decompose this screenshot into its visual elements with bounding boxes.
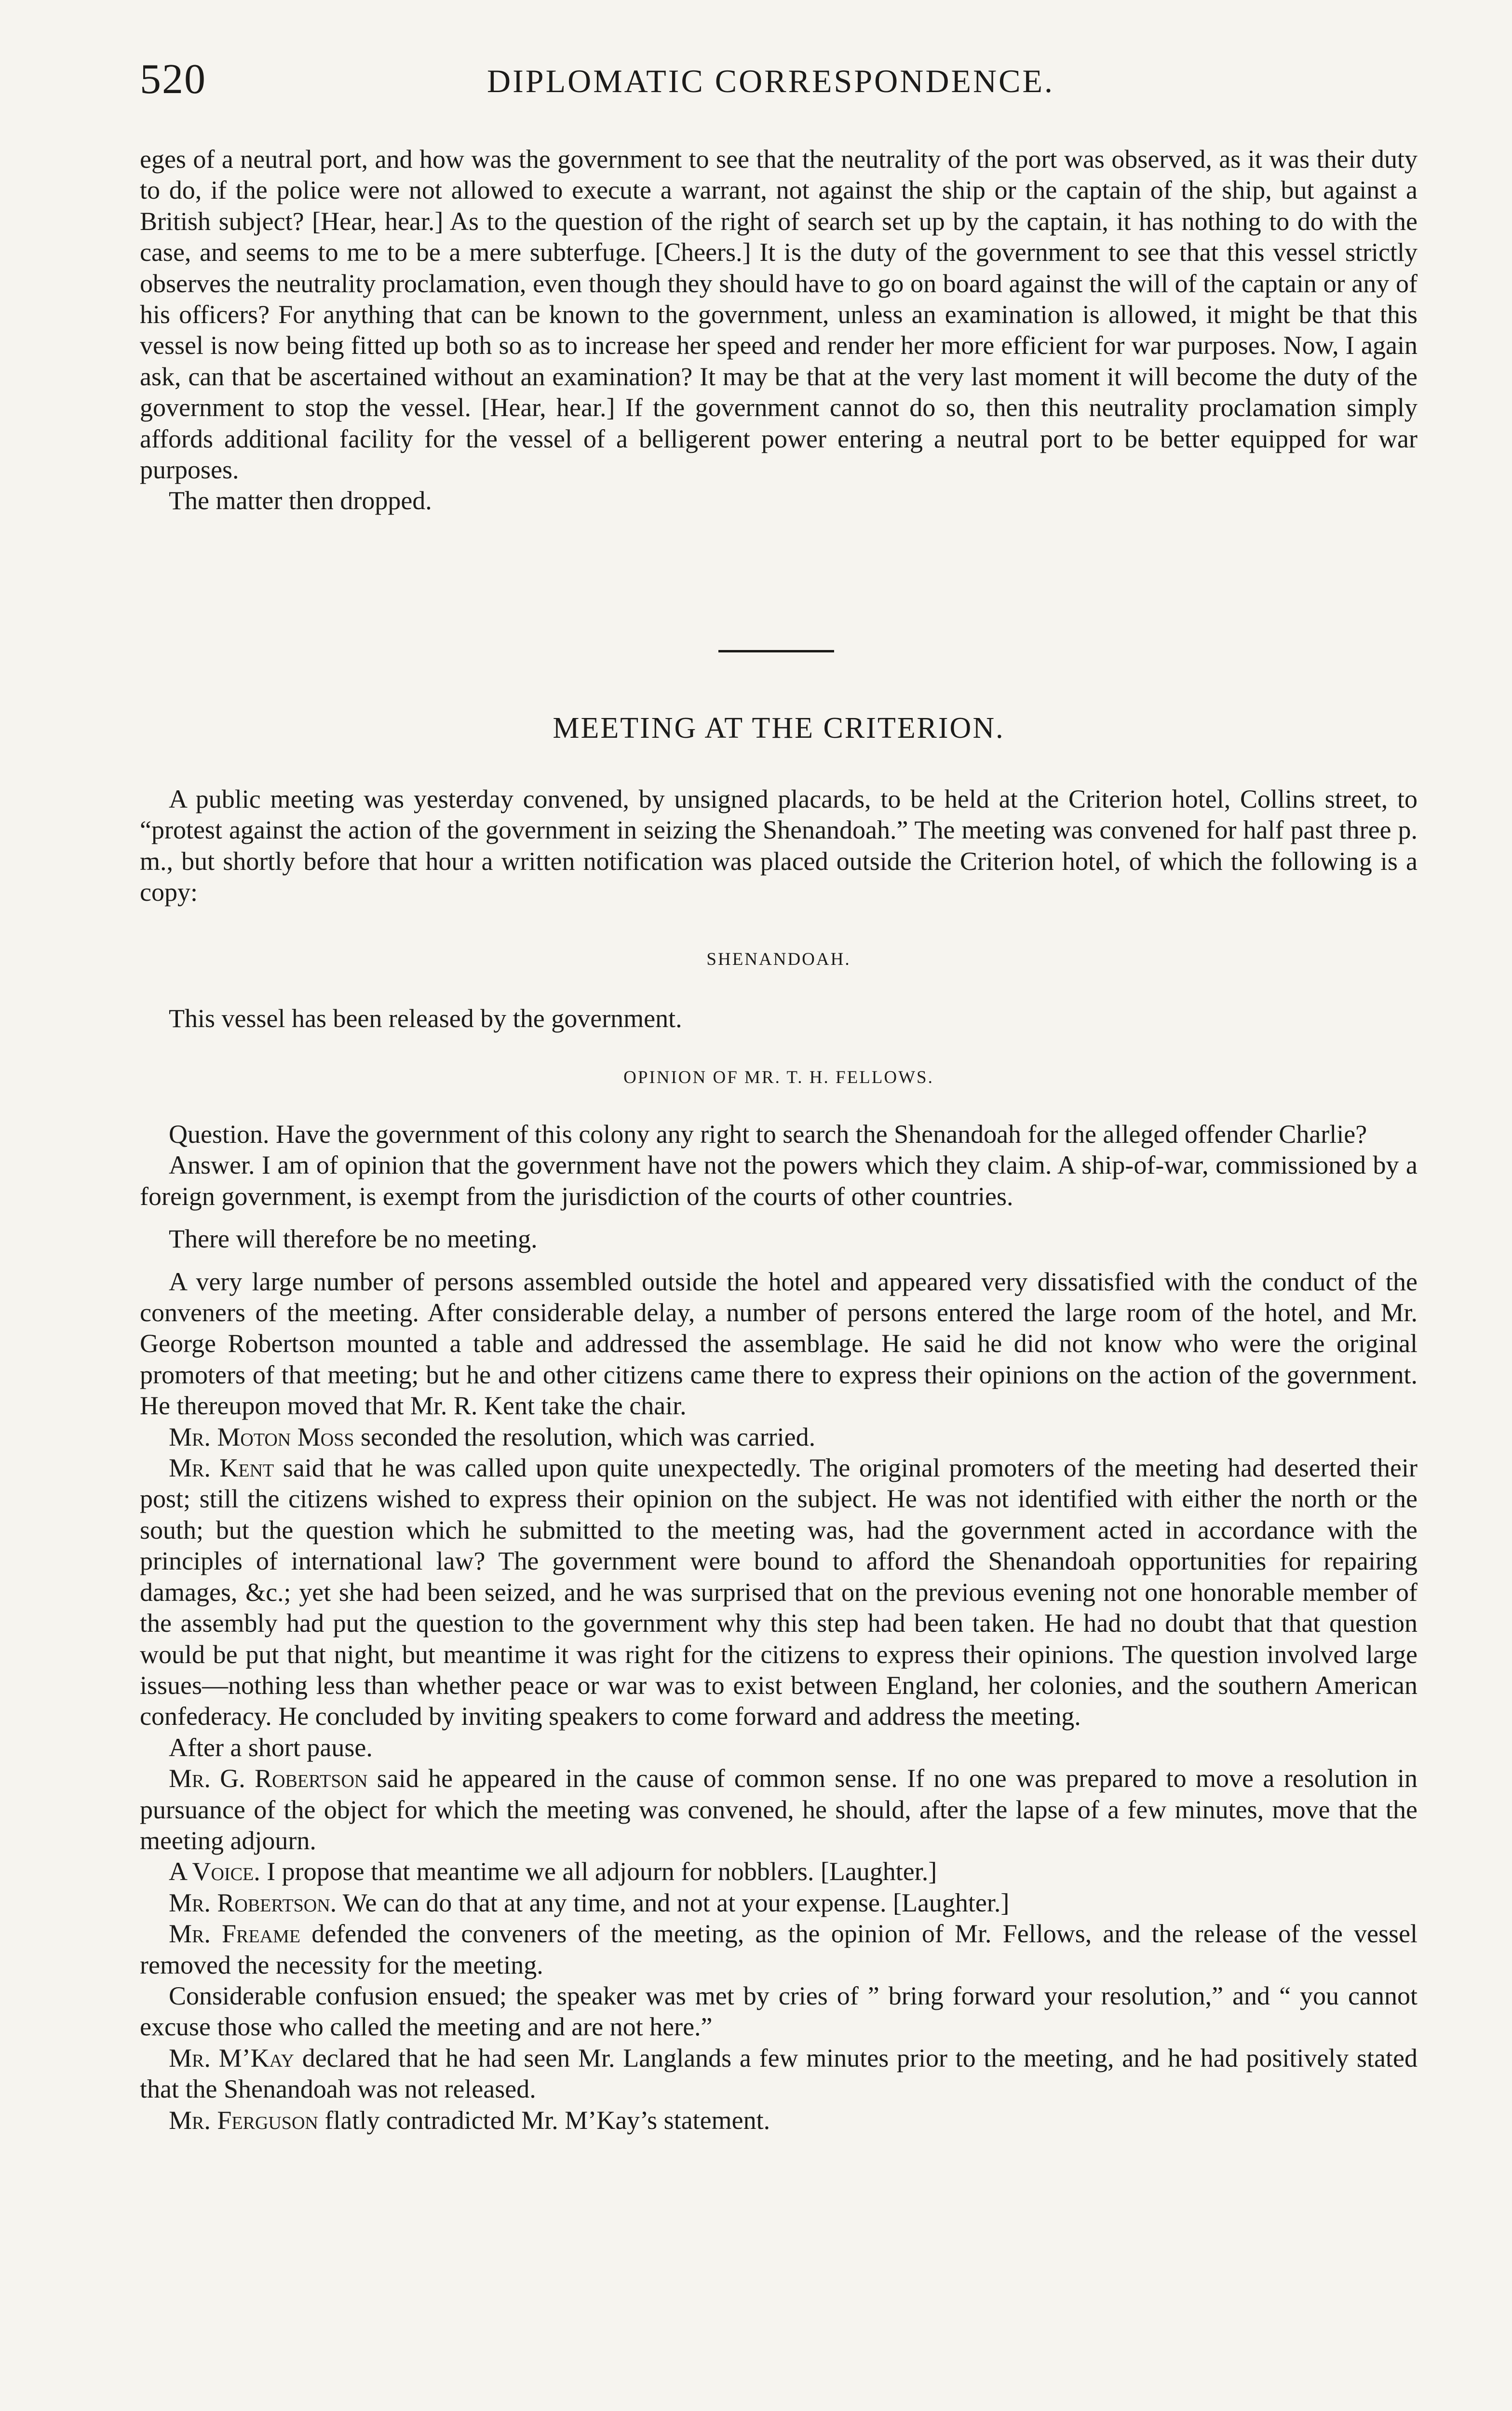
speech-text: I propose that meantime we all adjourn for nobblers. [Laughter.] [260,1857,937,1886]
crowd-paragraph: A very large number of persons assembled outside the hotel and appeared very dissatisfied with the conduct of the conveners of the meeting. After considerable delay, a number of persons entered the large room of the hotel, and Mr. George Robertson mounted a table and addressed the assemblage. He said he did not know who were the original promoters of that meeting; but he and other citizens came there to express their opinions on the action of the government. He thereupon moved that Mr. R. Kent take the chair. [140,1267,1418,1421]
opinion-answer: Answer. I am of opinion that the government have not the powers which they claim. A ship-of-war, commissioned by a foreign government, is exempt from the jurisdiction of the courts of other countries. [140,1151,1418,1211]
no-meeting-line: There will therefore be no meeting. [169,1224,538,1254]
speaker-name: Mr. Moton Moss [169,1422,354,1451]
meeting-intro [140,784,1418,908]
robertson-paragraph [140,1763,1418,1856]
freame-paragraph [140,1918,1418,1980]
section-divider [718,650,834,652]
speech-text: seconded the resolution, which was carried. [354,1422,816,1451]
confusion-paragraph: Considerable confusion ensued; the speaker was met by cries of ” bring forward your resolution,” and “ you cannot excuse those who called the meeting and are not here.” [140,1981,1418,2042]
moss-paragraph [140,1422,1418,1452]
notice-text: This vessel has been released by the government. [169,1004,682,1033]
speech-text: defended the conveners of the meeting, as the opinion of Mr. Fellows, and the release of the vessel removed the necessity for the meeting. [140,1919,1418,1979]
continued-speech [140,144,1418,516]
notice-body [140,1003,1418,1034]
speaker-name: A Voice. [169,1857,260,1886]
intro-paragraph: A public meeting was yesterday convened, by unsigned placards, to be held at the Criterion hotel, Collins street, to “protest against the action of the government in seizing the Shenandoah.” The meeting was convened for half past three p. m., but shortly before that hour a written notification was placed outside the Criterion hotel, of which the following is a copy: [140,785,1418,907]
robertson-reply-paragraph [140,1887,1418,1918]
speech-text: declared that he had seen Mr. Langlands a few minutes prior to the meeting, and he had positively stated that the Shenandoah was not released. [140,2043,1418,2104]
mkay-paragraph [140,2043,1418,2105]
speech-paragraph: eges of a neutral port, and how was the government to see that the neutrality of the port was observed, as it was their duty to do, if the police were not allowed to execute a warrant, not against the ship or the captain of the ship, but against a British subject? [Hear, hear.] As to the question of the right of search set up by the captain, it has nothing to do with the case, and seems to me to be a mere subterfuge. [Cheers.] It is the duty of the government to see that this vessel strictly observes the neutrality proclamation, even though they should have to go on board against the will of the captain or any of his officers? For anything that can be known to the government, unless an examination is allowed, it might be that this vessel is now being fitted up both so as to increase her speed and render her more efficient for war purposes. Now, I again ask, can that be ascertained without an examination? It may be that at the very last moment it will become the duty of the government to stop the vessel. [Hear, hear.] If the government cannot do so, then this neutrality proclamation simply affords additional facility for the vessel of a belligerent power entering a neutral port to be better equipped for war purposes. [140,145,1418,485]
pause-line: After a short pause. [169,1733,373,1762]
speech-text: flatly contradicted Mr. M’Kay’s statement. [318,2105,770,2135]
kent-paragraph [140,1452,1418,1732]
opinion-heading: OPINION OF MR. T. H. FELLOWS. [623,1068,934,1087]
speaker-name: Mr. Ferguson [169,2105,318,2135]
voice-paragraph [140,1856,1418,1887]
running-title: DIPLOMATIC CORRESPONDENCE. [487,63,1054,99]
speaker-name: Mr. M’Kay [169,2043,294,2072]
matter-dropped-line: The matter then dropped. [169,486,432,515]
section-title: MEETING AT THE CRITERION. [553,712,1005,745]
speech-text: We can do that at any time, and not at your expense. [Laughter.] [337,1888,1010,1917]
speech-text: said that he was called upon quite unexpectedly. The original promoters of the meeting had deserted their post; still the citizens wished to express their opinion on the subject. He was not identified with either the north or the south; but the question which he submitted to the meeting was, had the government acted in accordance with the principles of international law? The government were bound to afford the Shenandoah opportunities for repairing damages, &c.; yet she had been seized, and he was surprised that on the previous evening not one honorable member of the assembly had put the question to the government why this step had been taken. He had no doubt that that question would be put that night, but meantime it was right for the citizens to express their opinions. The question involved large issues—nothing less than whether peace or war was to exist between England, her colonies, and the southern American confederacy. He concluded by inviting speakers to come forward and address the meeting. [140,1453,1418,1731]
page-number: 520 [140,56,206,103]
notice-heading: SHENANDOAH. [706,949,851,969]
speech-text: said he appeared in the cause of common sense. If no one was prepared to move a resolution in pursuance of the object for which the meeting was convened, he should, after the lapse of a few minutes, move that the meeting adjourn. [140,1764,1418,1855]
speaker-name: Mr. Kent [169,1453,274,1483]
speaker-name: Mr. Freame [169,1919,301,1949]
page-header [140,53,1418,106]
speaker-name: Mr. Robertson. [169,1888,337,1917]
ferguson-paragraph [140,2105,1418,2136]
opinion-question: Question. Have the government of this colony any right to search the Shenandoah for the alleged offender Charlie? [169,1120,1367,1149]
speaker-name: Mr. G. Robertson [169,1764,368,1793]
meeting-report [140,1119,1418,2136]
